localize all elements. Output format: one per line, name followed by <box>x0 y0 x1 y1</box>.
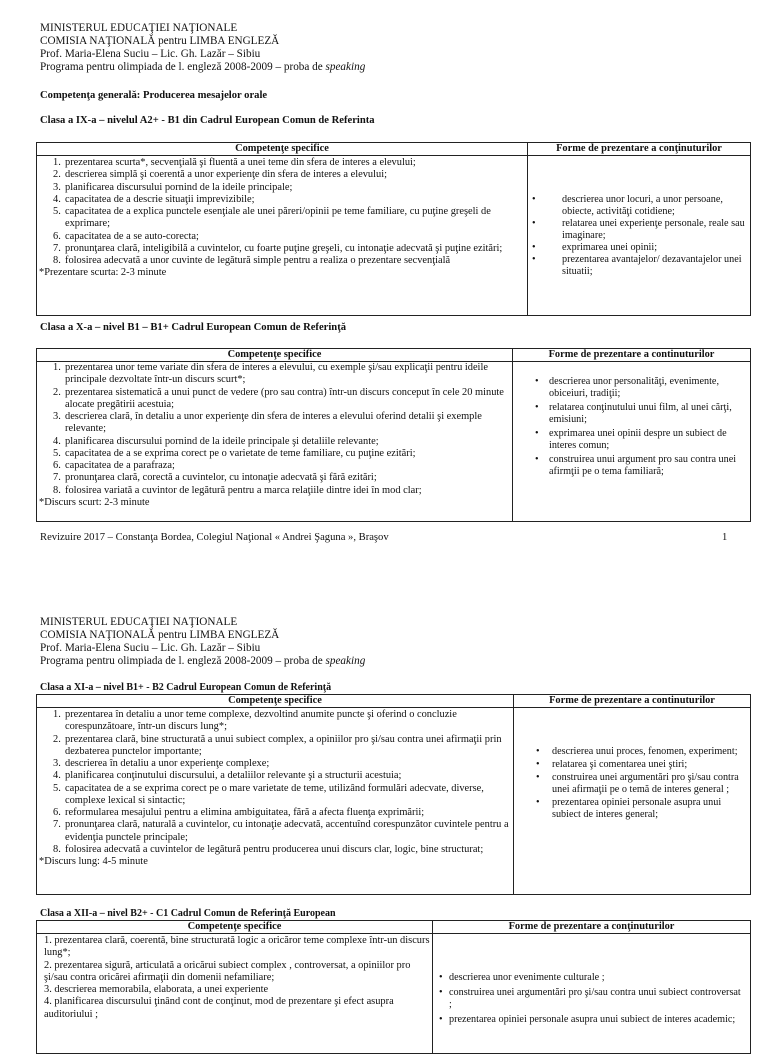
document-header <box>40 616 365 668</box>
list-item: 7. pronunţarea clară, corectă a cuvintelor, cu intonaţie adecvată şi fără ezitări; <box>53 472 377 484</box>
class10-col-forms: Forme de prezentare a continuturilor <box>513 349 751 362</box>
list-item: 3. descrierea memorabila, elaborata, a unei experiente <box>44 984 269 996</box>
list-item: • descrierea unor evenimente culturale ; <box>439 972 605 983</box>
class10-note: *Discurs scurt: 2-3 minute <box>39 496 150 508</box>
list-item: 4. planificarea discursului pornind de la ideile principale şi detaliile relevante; <box>53 435 379 447</box>
list-item: • prezentarea avantajelor/ dezavantajelor unei situatii; <box>532 254 742 278</box>
list-item: • relatarea unei experienţe personale, reale sau imaginare; <box>532 218 745 242</box>
list-item: • descrierea unui proces, fenomen, experiment; <box>536 746 738 757</box>
document-page-2 <box>0 568 768 1024</box>
class12-competence-list <box>39 935 430 1021</box>
class9-col-forms: Forme de prezentare a conţinuturilor <box>528 143 751 156</box>
class9-note: *Prezentare scurta: 2-3 minute <box>39 267 167 279</box>
class10-title: Clasa a X-a – nivel B1 – B1+ Cadrul European Comun de Referinţă <box>40 322 347 333</box>
list-item: • exprimarea unei opinii despre un subiect de interes comun; <box>535 428 727 452</box>
list-item: 4. planificarea conţinutului discursului, a detaliilor relevante şi a structurii acestuia; <box>53 770 402 782</box>
list-item: 6. capacitatea de a se auto-corecta; <box>53 230 199 242</box>
class9-col-competences: Competenţe specifice <box>37 143 528 156</box>
list-item: 1. prezentarea clară, coerentă, bine structurată logic a oricăror teme complexe într-un discurs lung*; <box>44 935 430 959</box>
class9-title: Clasa a IX-a – nivelul A2+ - B1 din Cadrul European Comun de Referinta <box>40 115 375 126</box>
list-item: 2. prezentarea clară, bine structurată a unui subiect complex, a opiniilor pro şi/sau contra unei afirmaţii prin dezbaterea punctelor importante; <box>53 733 502 757</box>
header-author: Prof. Maria-Elena Suciu – Lic. Gh. Lazăr – Sibiu <box>40 641 261 654</box>
class9-forms-list <box>532 194 746 278</box>
list-item: 8. folosirea adecvată a cuvintelor de legătură pentru producerea unui discurs clar, logic, bine structurat; <box>53 843 484 855</box>
class11-title: Clasa a XI-a – nivel B1+ - B2 Cadrul European Comun de Referinţă <box>40 682 332 693</box>
list-item: 1. prezentarea în detaliu a unor teme complexe, dezvoltind anumite puncte şi oferind o concluzie corespunzătoare, într-un discurs lung*; <box>53 709 457 733</box>
class12-col-competences: Competenţe specifice <box>37 921 433 934</box>
list-item: • construirea unei argumentări pro şi/sau contra unui subiect controversat ; <box>439 987 741 1011</box>
list-item: 1. prezentarea scurta*, secvenţială şi fluentă a unei teme din sfera de interes a elevului; <box>53 157 416 168</box>
list-item: 4. capacitatea de a descrie situaţii imprevizibile; <box>53 193 255 205</box>
list-item: • descrierea unor locuri, a unor persoane, obiecte, activităţi cotidiene; <box>532 194 723 218</box>
class11-col-competences: Competenţe specifice <box>37 695 514 708</box>
list-item: 3. planificarea discursului pornind de la ideile principale; <box>53 181 293 193</box>
class12-col-forms: Forme de prezentare a conţinuturilor <box>433 921 751 934</box>
class11-forms-list <box>536 746 742 821</box>
class10-col-competences: Competenţe specifice <box>37 349 513 362</box>
class10-forms-list <box>535 376 744 478</box>
list-item: • prezentarea opiniei personale asupra unui subiect de interes general; <box>536 797 722 821</box>
document-header <box>40 22 365 74</box>
list-item: 7. pronunţarea clară, naturală a cuvintelor, cu intonaţie adecvată, accentuînd corespunzător cuvintele pentru a evidenţia punctele principale; <box>53 819 509 843</box>
page-footer: Revizuire 2017 – Constanţa Bordea, Colegiul Naţional « Andrei Şaguna », Braşov <box>40 532 389 543</box>
header-commission: COMISIA NAŢIONALĂ pentru LIMBA ENGLEZĂ <box>40 628 280 641</box>
class10-competence-list <box>37 362 512 497</box>
list-item: 3. descrierea în detaliu a unor experienţe complexe; <box>53 758 270 770</box>
class11-col-forms: Forme de prezentare a continuturilor <box>514 695 751 708</box>
list-item: 8. folosirea adecvată a unor cuvinte de legătură simple pentru a realiza o prezentare secvenţială <box>53 255 451 267</box>
header-author: Prof. Maria-Elena Suciu – Lic. Gh. Lazăr – Sibiu <box>40 47 261 60</box>
header-ministry: MINISTERUL EDUCAŢIEI NAŢIONALE <box>40 616 238 628</box>
header-ministry: MINISTERUL EDUCAŢIEI NAŢIONALE <box>40 22 238 34</box>
class9-table <box>36 142 751 316</box>
list-item: 5. capacitatea de a se exprima corect pe o varietate de teme familiare, cu puţine ezitări; <box>53 447 416 459</box>
class10-table <box>36 348 751 522</box>
list-item: • construirea unui argument pro sau contra unei afirmţii pe o tema familiară; <box>535 454 737 478</box>
list-item: 1. prezentarea unor teme variate din sfera de interes a elevului, cu exemple şi/sau explicaţii pentru ideile principale dezvoltate într-un discurs scurt*; <box>53 362 488 386</box>
list-item: 5. capacitatea de a explica punctele esenţiale ale unei păreri/opinii pe teme familiare, cu puţine greşeli de exprimare; <box>53 206 491 230</box>
list-item: 7. pronunţarea clară, inteligibilă a cuvintelor, cu foarte puţine greşeli, cu intonaţie adecvată şi puţine ezitări; <box>53 242 503 254</box>
list-item: 6. capacitatea de a parafraza; <box>53 460 175 472</box>
class12-table <box>36 920 751 1054</box>
list-item: • relatarea conţinutului unui film, al unei cărţi, emisiuni; <box>535 402 732 426</box>
class12-title: Clasa a XII-a – nivel B2+ - C1 Cadrul Comun de Referinţă European <box>40 908 336 919</box>
class11-table <box>36 694 751 895</box>
list-item: 8. folosirea variată a cuvintor de legătură pentru a marca relaţiile dintre idei în mod clar; <box>53 484 422 496</box>
header-commission: COMISIA NAŢIONALĂ pentru LIMBA ENGLEZĂ <box>40 34 280 47</box>
list-item: 4. planificarea discursului ţinând cont de conţinut, mod de prezentare şi efect asupra auditoriului ; <box>44 996 394 1020</box>
class11-competence-list <box>37 709 513 856</box>
list-item: 2. descrierea simplă şi coerentă a unor experienţe din sfera de interes a elevului; <box>53 169 387 181</box>
list-item: • descrierea unor personalităţi, evenimente, obiceiuri, tradiţii; <box>535 376 719 400</box>
header-program: Programa pentru olimpiada de l. engleză 2008-2009 – proba de speaking <box>40 654 366 667</box>
list-item: • prezentarea opiniei personale asupra unui subiect de interes academic; <box>439 1014 736 1026</box>
list-item: • exprimarea unei opinii; <box>532 242 658 254</box>
list-item: • relatarea şi comentarea unei ştiri; <box>536 759 688 771</box>
list-item: • construirea unei argumentări pro şi/sau contra unei afirmaţii pe o temă de interes general ; <box>536 772 739 796</box>
header-program: Programa pentru olimpiada de l. engleză 2008-2009 – proba de speaking <box>40 60 366 73</box>
list-item: 2. prezentarea sigură, articulată a oricărui subiect complex , controversat, a opiniilor pro şi/sau contra oricărei afirmaţii din domenii nefamiliare; <box>44 959 411 983</box>
class9-competence-list <box>37 157 527 267</box>
list-item: 6. reformularea mesajului pentru a elimina ambiguitatea, fără a afecta fluenţa exprimării; <box>53 807 425 819</box>
general-competence: Competenţa generală: Producerea mesajelor orale <box>40 90 268 101</box>
list-item: 5. capacitatea de a se exprima corect pe o mare varietate de teme, utilizând formulări adecvate, diverse, complexe lexical si sintactic; <box>53 782 484 806</box>
list-item: 3. descrierea clară, în detaliu a unor experienţe din sfera de interes a elevului oferind detalii şi exemple relevante; <box>53 411 482 435</box>
page-number: 1 <box>722 532 728 543</box>
list-item: 2. prezentarea sistematică a unui punct de vedere (pro sau contra) într-un discurs conceput în cele 20 minute alocate pregătirii acestuia; <box>53 386 504 410</box>
class11-note: *Discurs lung: 4-5 minute <box>39 856 148 868</box>
class12-forms-list <box>437 972 746 1026</box>
